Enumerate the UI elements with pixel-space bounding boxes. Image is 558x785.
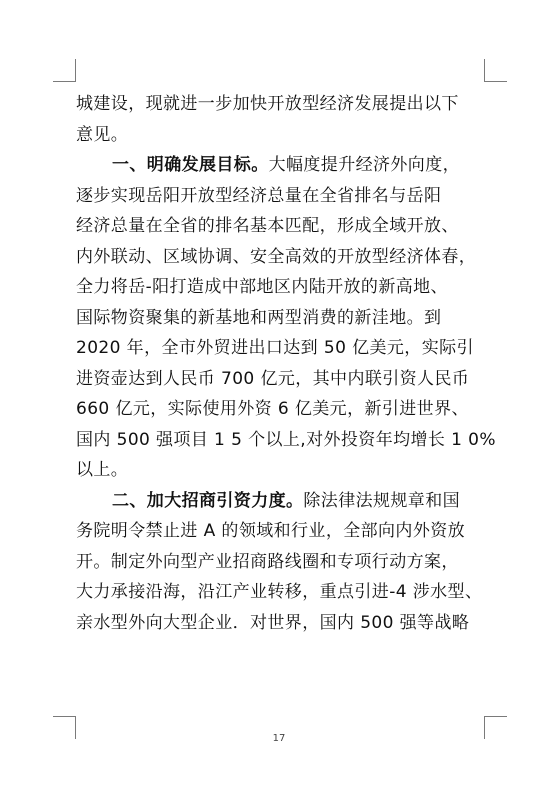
text-line: 以上。 xyxy=(76,460,129,480)
text-line: 大力承接沿海，沿江产业转移，重点引进-4 涉水型、 xyxy=(76,582,483,602)
text-line: 国际物资聚集的新基地和两型消费的新洼地。到 xyxy=(76,307,442,328)
text-run: 大幅度提升经济外向度， xyxy=(268,155,461,175)
text-line: 2020 年，全市外贸进出口达到 50 亿美元，实际引 xyxy=(76,338,474,358)
crop-mark-top-right xyxy=(484,59,507,82)
body-text xyxy=(76,89,496,638)
text-line: 务院明令禁止进 A 的领域和行业，全部向内外资放 xyxy=(76,521,466,541)
text-run: 除法律法规规章和国 xyxy=(303,490,461,511)
text-line: 660 亿元，实际使用外资 6 亿美元，新引进世界、 xyxy=(76,399,469,419)
crop-mark-top-left xyxy=(53,59,76,82)
text-line: 国内 500 强项目 1 5 个以上,对外投资年均增长 1 0% xyxy=(76,429,496,450)
paragraph-start-line xyxy=(76,486,488,517)
text-line: 开。制定外向型产业招商路线圈和专项行动方案， xyxy=(76,551,459,572)
text-line: 城建设，现就进一步加快开放型经济发展提出以下 xyxy=(76,94,459,114)
text-line: 亲水型外向大型企业．对世界，国内 500 强等战略 xyxy=(76,612,470,633)
text-line: 意见。 xyxy=(76,124,129,145)
page-number: 17 xyxy=(272,733,286,744)
text-line: 逐步实现岳阳开放型经济总量在全省排名与岳阳 xyxy=(76,185,442,206)
section-heading: 一、明确发展目标。 xyxy=(112,155,269,175)
section-heading: 二、加大招商引资力度。 xyxy=(112,490,304,511)
text-line: 进资壶达到人民币 700 亿元，其中内联引资人民币 xyxy=(76,368,470,389)
text-line: 经济总量在全省的排名基本匹配，形成全域开放、 xyxy=(76,216,459,236)
text-line: 全力将岳-阳打造成中部地区内陆开放的新高地、 xyxy=(76,277,448,297)
paragraph-start-line xyxy=(76,150,488,181)
text-line: 内外联动、区域协调、安全高效的开放型经济体春， xyxy=(76,246,477,267)
